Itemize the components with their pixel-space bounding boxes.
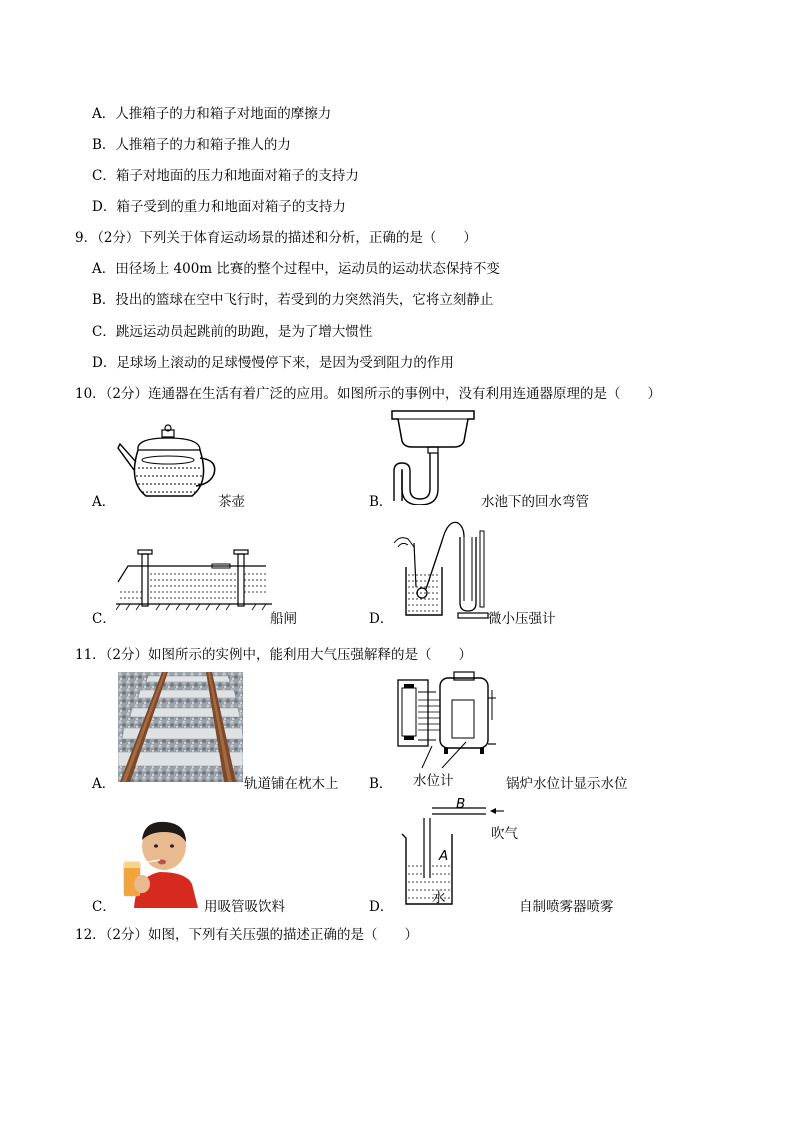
q9-option-b: B．投出的篮球在空中飞行时，若受到的力突然消失，它将立刻静止 [92,292,494,308]
q12-stem: 12．（2分）如图，下列有关压强的描述正确的是（ ） [75,927,419,943]
q11-d-letter: D． [369,899,394,915]
q11-c-caption: 用吸管吸饮料 [204,899,285,915]
q11-d-label-a: A [439,848,449,864]
pressure-gauge-figure [392,517,492,621]
q11-b-caption: 锅炉水位计显示水位 [506,776,628,792]
teapot-figure [116,422,220,502]
q9-option-d: D．足球场上滚动的足球慢慢停下来，是因为受到阻力的作用 [92,355,454,371]
ship-lock-figure [116,546,272,612]
q10-d-caption: 微小压强计 [488,611,556,627]
q11-d-label-water: 水 [432,890,446,906]
q11-d-caption: 自制喷雾器喷雾 [519,899,614,915]
q9-option-a: A．田径场上 400m 比赛的整个过程中，运动员的运动状态保持不变 [92,261,500,277]
q10-b-letter: B． [369,494,393,510]
sink-trap-figure [388,409,478,505]
q11-stem: 11．（2分）如图所示的实例中，能利用大气压强解释的是（ ） [75,647,473,663]
q11-b-letter: B． [369,776,393,792]
q8-option-c: C．箱子对地面的压力和地面对箱子的支持力 [92,168,359,184]
q9-option-c: C．跳远运动员起跳前的助跑，是为了增大惯性 [92,324,373,340]
q9-stem: 9．（2分）下列关于体育运动场景的描述和分析，正确的是（ ） [75,230,477,246]
q10-d-letter: D． [369,611,394,627]
q10-a-caption: 茶壶 [218,494,245,510]
q11-d-label-b: B [456,796,466,812]
q11-d-label-blow: 吹气 [491,826,518,842]
q11-c-letter: C． [92,899,116,915]
q8-option-a: A．人推箱子的力和箱子对地面的摩擦力 [92,106,332,122]
q8-option-b: B．人推箱子的力和箱子推人的力 [92,137,291,153]
q10-c-letter: C． [92,611,116,627]
q11-b-figure-label: 水位计 [413,773,454,789]
q11-a-letter: A． [92,776,116,792]
railway-photo [118,672,243,782]
q10-c-caption: 船闸 [270,611,297,627]
boy-drinking-photo [120,818,202,908]
q10-stem: 10．（2分）连通器在生活有着广泛的应用。如图所示的事例中，没有利用连通器原理的是（ ） [75,386,662,402]
sprayer-figure [396,798,516,908]
q10-a-letter: A． [92,494,116,510]
q10-b-caption: 水池下的回水弯管 [481,494,589,510]
q8-option-d: D．箱子受到的重力和地面对箱子的支持力 [92,199,346,215]
q11-a-caption: 轨道铺在枕木上 [244,776,339,792]
